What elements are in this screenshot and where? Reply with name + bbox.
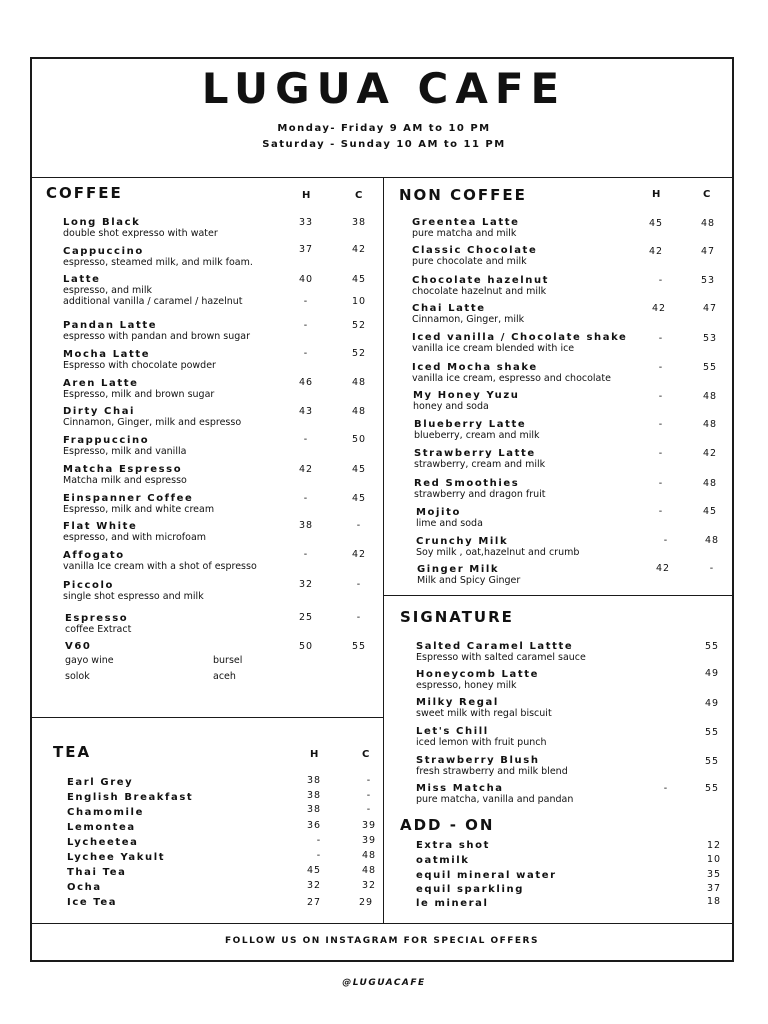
- item-desc: pure matcha and milk: [412, 228, 517, 239]
- price-hot: 36: [306, 820, 322, 831]
- addon-item: le mineral: [416, 898, 489, 909]
- item-name: Espresso: [65, 613, 129, 624]
- item-desc: honey and soda: [413, 401, 489, 412]
- item-desc: blueberry, cream and milk: [414, 430, 540, 441]
- price-hot: -: [316, 850, 322, 861]
- item-name: Miss Matcha: [416, 783, 504, 794]
- price-cold: 42: [351, 244, 367, 255]
- price-cold: 45: [351, 464, 367, 475]
- tea-item: Chamomile: [67, 807, 144, 818]
- price-hot: 38: [306, 790, 322, 801]
- tea-item: Lycheetea: [67, 837, 139, 848]
- price-hot: -: [303, 549, 309, 560]
- tea-divider: [30, 717, 383, 718]
- coffee-item-aren-latte: [63, 378, 214, 400]
- price-hot: 45: [648, 218, 664, 229]
- price-cold: -: [356, 579, 362, 590]
- price-hot: 32: [298, 579, 314, 590]
- price-cold: 48: [702, 478, 718, 489]
- item-desc: pure chocolate and milk: [412, 256, 527, 267]
- coffee-item-v60: [65, 641, 91, 652]
- price-cold: 38: [351, 217, 367, 228]
- tea-item: Ocha: [67, 882, 102, 893]
- item-desc: espresso, and with microfoam: [63, 532, 207, 543]
- item-desc: pure matcha, vanilla and pandan: [416, 794, 574, 805]
- item-desc: espresso, honey milk: [416, 680, 517, 691]
- non-coffee-h-label: H: [652, 189, 661, 200]
- coffee-item-frappuccino: [63, 435, 186, 457]
- v60-origin: aceh: [213, 671, 236, 682]
- signature-item: [416, 641, 586, 663]
- addon-item: equil sparkling: [416, 884, 524, 895]
- price-cold: 53: [702, 333, 718, 344]
- price-hot: 50: [298, 641, 314, 652]
- coffee-item-flat-white: [63, 521, 206, 543]
- item-name: Greentea Latte: [412, 217, 520, 228]
- coffee-item-pandan-latte: [63, 320, 250, 342]
- non-coffee-item: [412, 245, 537, 267]
- non-coffee-item: [414, 448, 545, 470]
- tea-title: TEA: [53, 743, 92, 761]
- item-desc: strawberry and dragon fruit: [414, 489, 546, 500]
- signature-item: [416, 669, 539, 691]
- non-coffee-item: [413, 390, 519, 412]
- price-hot: -: [658, 419, 664, 430]
- price-hot: 45: [306, 865, 322, 876]
- price-hot: -: [303, 493, 309, 504]
- coffee-item-einspanner: [63, 493, 214, 515]
- addon-price: 18: [706, 896, 722, 907]
- signature-item: [416, 783, 573, 805]
- item-name: Strawberry Latte: [414, 448, 536, 459]
- price-hot: -: [658, 391, 664, 402]
- coffee-c-label: C: [355, 190, 363, 201]
- price-hot: 38: [306, 775, 322, 786]
- price-hot-extra: -: [303, 296, 309, 307]
- price-cold: 39: [361, 835, 377, 846]
- price-cold: -: [709, 563, 715, 574]
- coffee-item-affogato: [63, 550, 257, 572]
- price-cold: -: [356, 520, 362, 531]
- item-name: Affogato: [63, 550, 125, 561]
- signature-divider: [383, 595, 734, 596]
- price-hot: -: [663, 783, 669, 794]
- tea-item: Lemontea: [67, 822, 136, 833]
- addon-price: 37: [706, 883, 722, 894]
- item-desc: lime and soda: [416, 518, 483, 529]
- non-coffee-item: [417, 564, 520, 586]
- price-cold: 47: [700, 246, 716, 257]
- price-cold: 47: [702, 303, 718, 314]
- non-coffee-item: [412, 275, 549, 297]
- price-cold: 29: [358, 897, 374, 908]
- price-hot: -: [658, 506, 664, 517]
- price-cold: 39: [361, 820, 377, 831]
- price-cold: 55: [351, 641, 367, 652]
- non-coffee-item: [412, 217, 519, 239]
- price-cold: -: [366, 790, 372, 801]
- addon-item: equil mineral water: [416, 870, 557, 881]
- addon-price: 12: [706, 840, 722, 851]
- item-desc: espresso, and milk: [63, 285, 153, 296]
- item-name: Red Smoothies: [414, 478, 520, 489]
- price-cold: -: [366, 775, 372, 786]
- item-name: Let's Chill: [416, 726, 489, 737]
- price-hot: -: [658, 362, 664, 373]
- item-name: Frappuccino: [63, 435, 150, 446]
- price-cold: 50: [351, 434, 367, 445]
- item-extra: additional vanilla / caramel / hazelnut: [63, 296, 243, 307]
- item-name: My Honey Yuzu: [413, 390, 520, 401]
- item-desc: coffee Extract: [65, 624, 132, 635]
- non-coffee-item: [412, 332, 627, 354]
- signature-item: [416, 726, 547, 748]
- price-hot: 38: [306, 804, 322, 815]
- item-name: Dirty Chai: [63, 406, 136, 417]
- hours-weekday: Monday- Friday 9 AM to 10 PM: [277, 123, 491, 134]
- price-cold: 48: [704, 535, 720, 546]
- addon-item: Extra shot: [416, 840, 490, 851]
- item-desc: Matcha milk and espresso: [63, 475, 187, 486]
- item-desc: iced lemon with fruit punch: [416, 737, 547, 748]
- coffee-item-espresso: [65, 613, 131, 635]
- price-cold: 48: [351, 406, 367, 417]
- item-desc: Espresso, milk and brown sugar: [63, 389, 215, 400]
- item-desc: Milk and Spicy Ginger: [417, 575, 521, 586]
- price-hot: 43: [298, 406, 314, 417]
- item-desc: Cinnamon, Ginger, milk: [412, 314, 525, 325]
- coffee-item-latte: [63, 274, 242, 307]
- item-name: Chai Latte: [412, 303, 486, 314]
- tea-item: Thai Tea: [67, 867, 127, 878]
- price-hot: 42: [298, 464, 314, 475]
- price-hot: 42: [655, 563, 671, 574]
- item-name: Crunchy Milk: [416, 536, 509, 547]
- price-cold: 45: [351, 274, 367, 285]
- item-name: Chocolate hazelnut: [412, 275, 550, 286]
- price-cold: 55: [704, 756, 720, 767]
- price-cold: 45: [702, 506, 718, 517]
- price-cold: 55: [702, 362, 718, 373]
- item-desc: Espresso, milk and vanilla: [63, 446, 187, 457]
- price-hot: 42: [648, 246, 664, 257]
- item-desc: single shot espresso and milk: [63, 591, 204, 602]
- price-cold: 55: [704, 727, 720, 738]
- item-name: Strawberry Blush: [416, 755, 540, 766]
- tea-item: Lychee Yakult: [67, 852, 166, 863]
- item-desc: vanilla ice cream blended with ice: [412, 343, 575, 354]
- price-cold-extra: 10: [351, 296, 367, 307]
- item-name: Pandan Latte: [63, 320, 158, 331]
- addon-title: ADD - ON: [400, 816, 495, 834]
- item-desc: double shot expresso with water: [63, 228, 218, 239]
- coffee-item-long-black: [63, 217, 218, 239]
- v60-origin: solok: [65, 671, 90, 682]
- price-cold: 48: [361, 850, 377, 861]
- item-name: Long Black: [63, 217, 141, 228]
- tea-item: Ice Tea: [67, 897, 118, 908]
- item-desc: chocolate hazelnut and milk: [412, 286, 547, 297]
- coffee-item-mocha-latte: [63, 349, 216, 371]
- price-hot: 37: [298, 244, 314, 255]
- item-desc: vanilla Ice cream with a shot of espresso: [63, 561, 257, 572]
- addon-price: 10: [706, 854, 722, 865]
- price-hot: -: [303, 434, 309, 445]
- item-desc: espresso with pandan and brown sugar: [63, 331, 251, 342]
- non-coffee-title: NON COFFEE: [399, 186, 527, 204]
- price-hot: -: [658, 448, 664, 459]
- price-cold: 53: [700, 275, 716, 286]
- item-name: Aren Latte: [63, 378, 139, 389]
- item-name: Latte: [63, 274, 101, 285]
- price-hot: -: [663, 535, 669, 546]
- price-cold: 48: [702, 391, 718, 402]
- item-name: V60: [65, 641, 92, 652]
- item-name: Mocha Latte: [63, 349, 151, 360]
- tea-item: Earl Grey: [67, 777, 134, 788]
- price-cold: 55: [704, 641, 720, 652]
- price-cold: 52: [351, 348, 367, 359]
- price-cold: 49: [704, 668, 720, 679]
- item-name: Classic Chocolate: [412, 245, 538, 256]
- non-coffee-item: [414, 419, 540, 441]
- price-hot: 25: [298, 612, 314, 623]
- price-hot: 32: [306, 880, 322, 891]
- item-desc: Cinnamon, Ginger, milk and espresso: [63, 417, 242, 428]
- price-hot: 40: [298, 274, 314, 285]
- item-name: Ginger Milk: [417, 564, 500, 575]
- price-cold: 42: [351, 549, 367, 560]
- v60-origin: gayo wine: [65, 655, 114, 666]
- price-cold: 48: [702, 419, 718, 430]
- item-name: Iced vanilla / Chocolate shake: [412, 332, 628, 343]
- header-divider: [30, 177, 734, 178]
- addon-item: oatmilk: [416, 855, 470, 866]
- instagram-handle: @LUGUACAFE: [342, 978, 426, 988]
- item-name: Blueberry Latte: [414, 419, 527, 430]
- item-name: Einspanner Coffee: [63, 493, 194, 504]
- coffee-item-dirty-chai: [63, 406, 241, 428]
- price-cold: 48: [351, 377, 367, 388]
- price-hot: -: [658, 333, 664, 344]
- item-name: Honeycomb Latte: [416, 669, 539, 680]
- item-name: Cappuccino: [63, 246, 144, 257]
- item-name: Milky Regal: [416, 697, 499, 708]
- item-name: Matcha Espresso: [63, 464, 183, 475]
- non-coffee-item: [416, 536, 579, 558]
- signature-title: SIGNATURE: [400, 608, 514, 626]
- price-hot: -: [658, 275, 664, 286]
- signature-item: [416, 755, 568, 777]
- price-cold: -: [366, 804, 372, 815]
- price-cold: 48: [700, 218, 716, 229]
- price-hot: 42: [651, 303, 667, 314]
- price-hot: -: [303, 320, 309, 331]
- coffee-h-label: H: [302, 190, 311, 201]
- price-cold: 48: [361, 865, 377, 876]
- price-cold: 55: [704, 783, 720, 794]
- item-desc: strawberry, cream and milk: [414, 459, 546, 470]
- non-coffee-item: [412, 362, 611, 384]
- price-cold: 52: [351, 320, 367, 331]
- non-coffee-item: [414, 478, 546, 500]
- price-cold: 32: [361, 880, 377, 891]
- item-desc: fresh strawberry and milk blend: [416, 766, 568, 777]
- item-desc: Espresso with chocolate powder: [63, 360, 216, 371]
- price-hot: 27: [306, 897, 322, 908]
- item-desc: vanilla ice cream, espresso and chocolate: [412, 373, 611, 384]
- price-cold: 49: [704, 698, 720, 709]
- coffee-title: COFFEE: [46, 184, 123, 202]
- price-hot: -: [658, 478, 664, 489]
- price-hot: -: [303, 348, 309, 359]
- item-name: Piccolo: [63, 580, 114, 591]
- item-desc: Soy milk , oat,hazelnut and crumb: [416, 547, 580, 558]
- price-cold: 42: [702, 448, 718, 459]
- price-hot: 38: [298, 520, 314, 531]
- cafe-title: LUGUA CAFE: [201, 64, 567, 113]
- coffee-item-matcha-espresso: [63, 464, 187, 486]
- non-coffee-c-label: C: [703, 189, 711, 200]
- item-desc: espresso, steamed milk, and milk foam.: [63, 257, 253, 268]
- coffee-item-piccolo: [63, 580, 204, 602]
- item-desc: Espresso, milk and white cream: [63, 504, 215, 515]
- non-coffee-item: [412, 303, 524, 325]
- tea-h-label: H: [310, 749, 319, 760]
- item-desc: Espresso with salted caramel sauce: [416, 652, 586, 663]
- price-cold: -: [356, 612, 362, 623]
- signature-item: [416, 697, 552, 719]
- footer-divider: [30, 923, 734, 924]
- v60-origin: bursel: [213, 655, 243, 666]
- hours-weekend: Saturday - Sunday 10 AM to 11 PM: [262, 139, 506, 150]
- price-cold: 45: [351, 493, 367, 504]
- price-hot: 46: [298, 377, 314, 388]
- price-hot: -: [316, 835, 322, 846]
- non-coffee-item: [416, 507, 483, 529]
- coffee-item-cappuccino: [63, 246, 253, 268]
- instagram-note: FOLLOW US ON INSTAGRAM FOR SPECIAL OFFERS: [225, 936, 539, 946]
- tea-item: English Breakfast: [67, 792, 194, 803]
- item-name: Salted Caramel Lattte: [416, 641, 574, 652]
- price-hot: 33: [298, 217, 314, 228]
- item-name: Mojito: [416, 507, 461, 518]
- tea-c-label: C: [362, 749, 370, 760]
- item-name: Iced Mocha shake: [412, 362, 538, 373]
- item-name: Flat White: [63, 521, 138, 532]
- item-desc: sweet milk with regal biscuit: [416, 708, 552, 719]
- addon-price: 35: [706, 869, 722, 880]
